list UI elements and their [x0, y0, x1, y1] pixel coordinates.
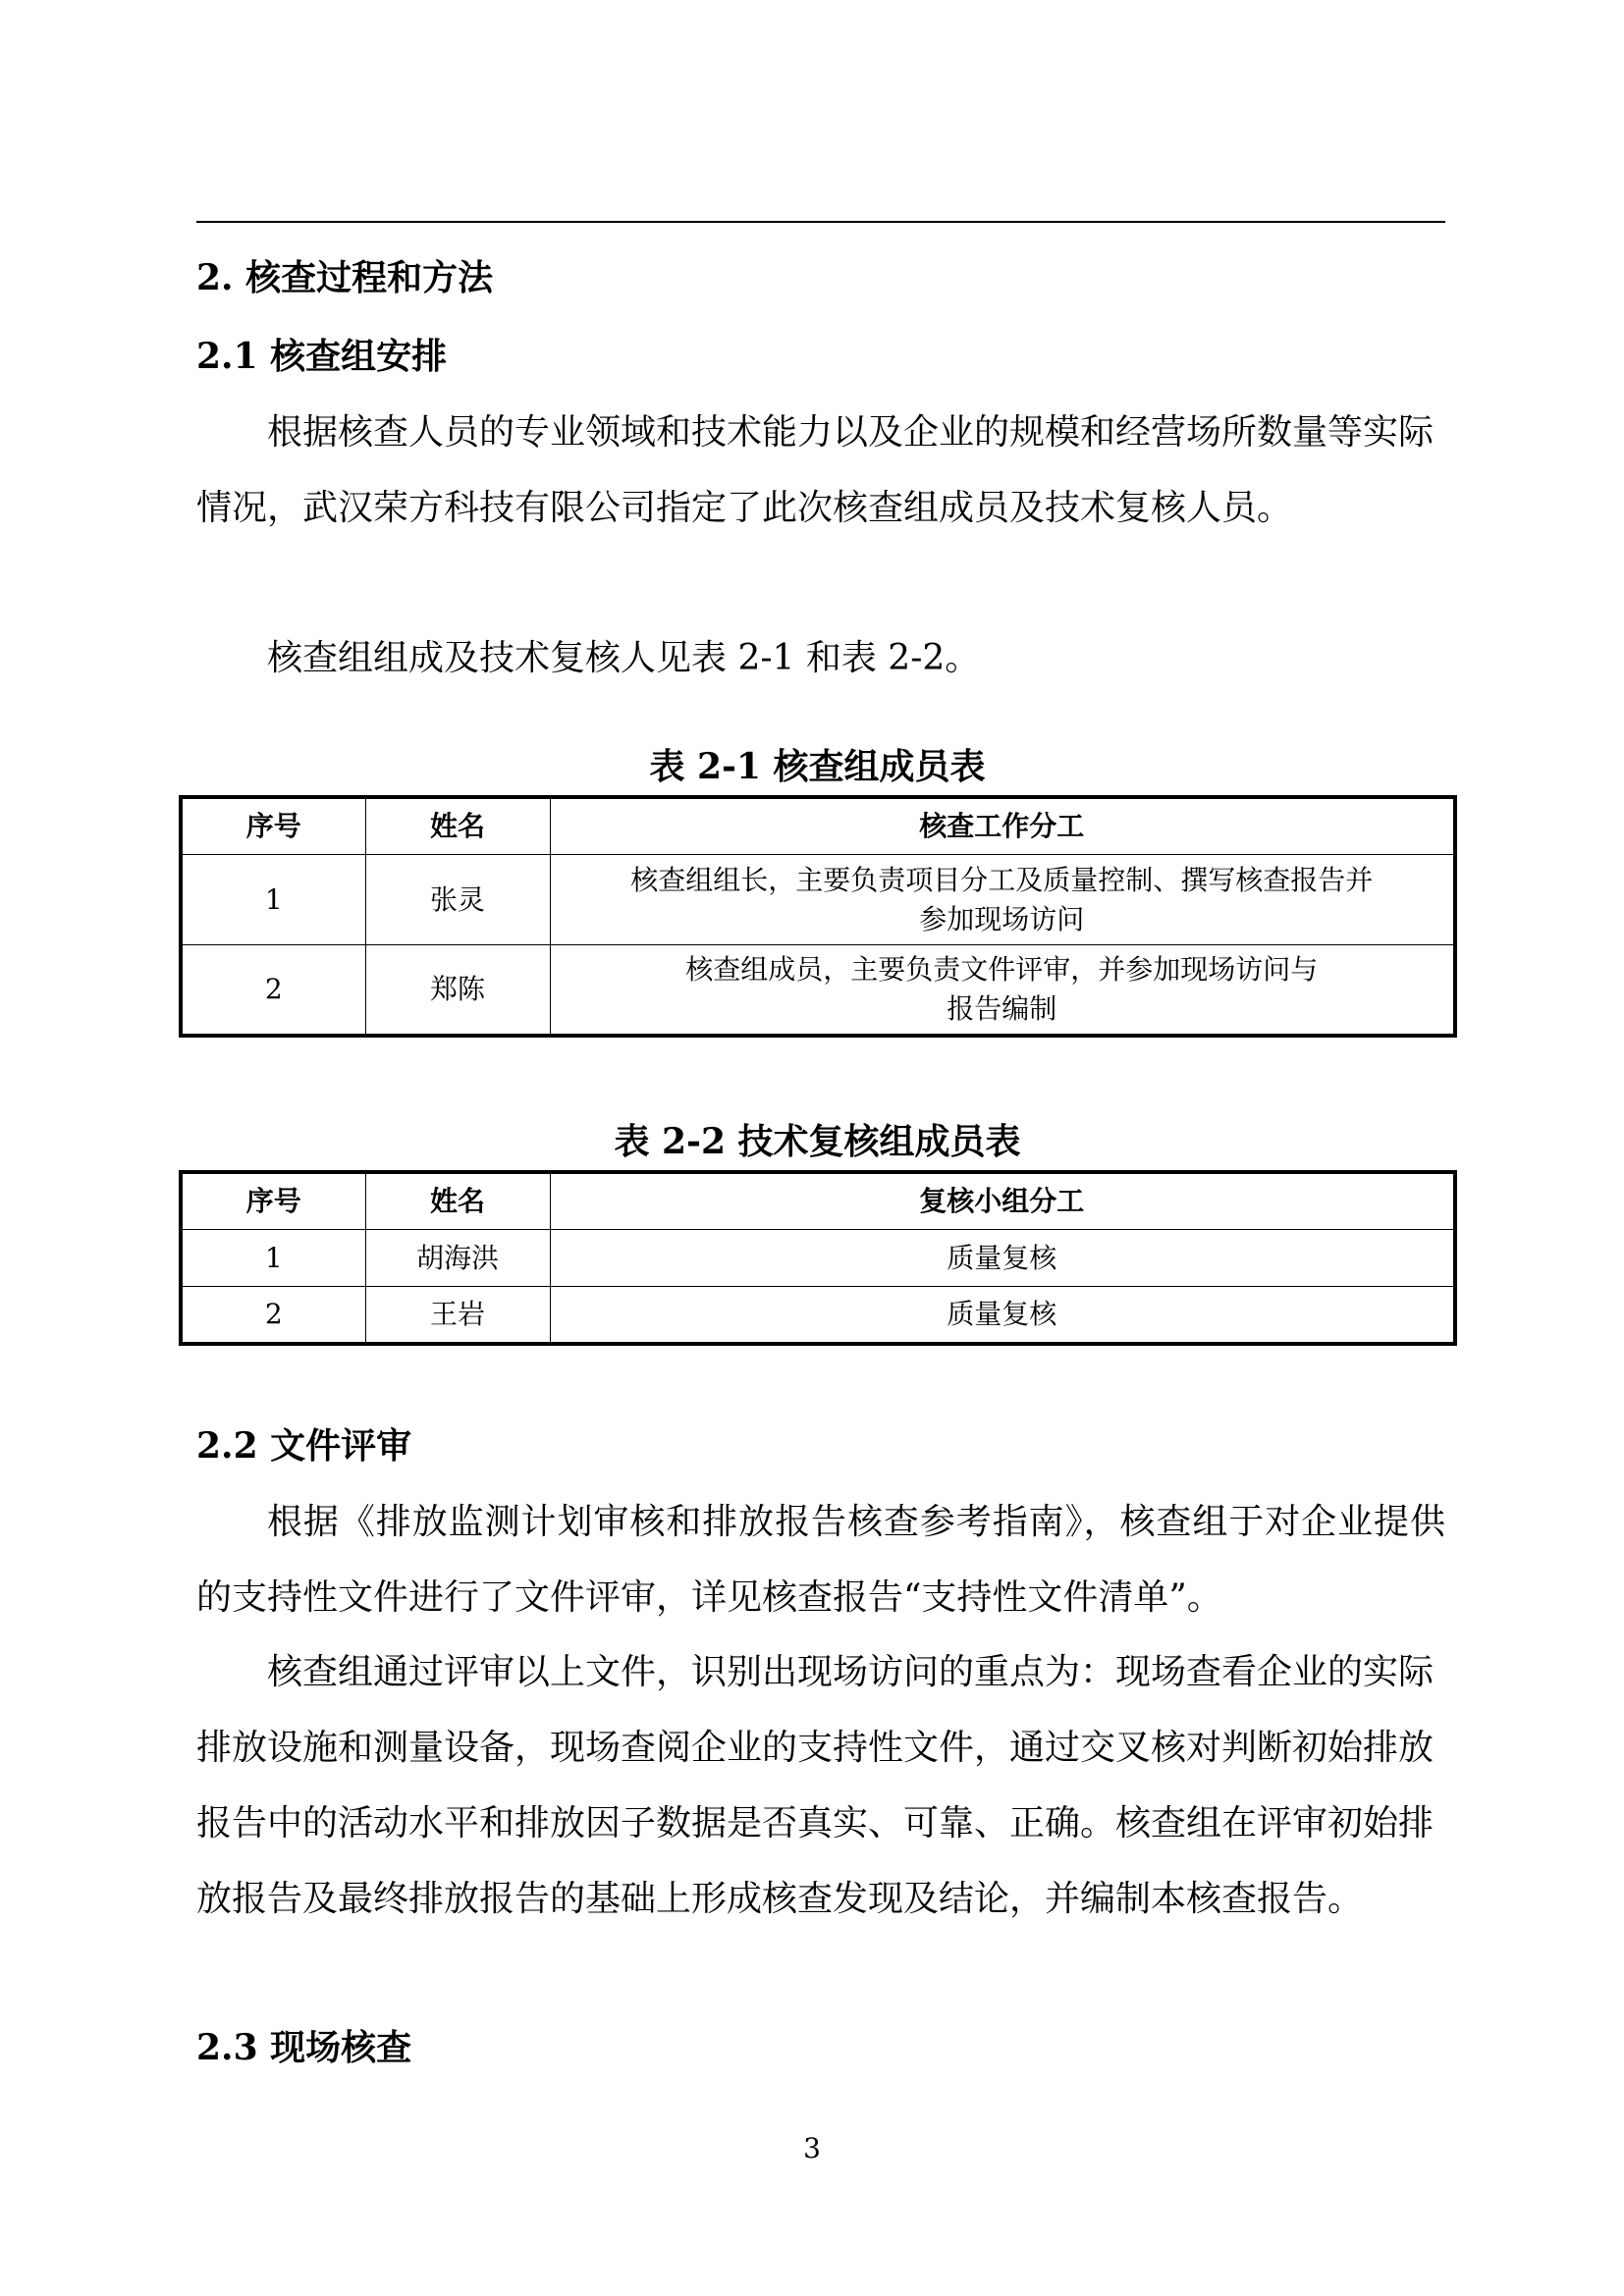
row-duty-line: 核查组组长，主要负责项目分工及质量控制、撰写核查报告并: [630, 863, 1374, 896]
heading-2-3: 2.3 现场核查: [196, 2027, 412, 2068]
row-no: 2: [181, 945, 365, 1036]
table-row: [181, 1287, 1455, 1344]
table-header-row: [181, 797, 1455, 855]
heading-2-2: 2.2 文件评审: [196, 1425, 412, 1467]
table-row: [181, 1230, 1455, 1287]
row-duty: [550, 945, 1455, 1036]
table-header-row: [181, 1172, 1455, 1230]
row-duty: 质量复核: [550, 1230, 1455, 1287]
table-2-2-caption: 表 2-2 技术复核组成员表: [614, 1121, 1021, 1162]
table-2-1-caption: 表 2-1 核查组成员表: [649, 746, 986, 787]
paragraph-2-2-intro: 根据《排放监测计划审核和排放报告核查参考指南》，核查组于对企业提供的支持性文件进行了文件评审，详见核查报告“支持性文件清单”。: [196, 1502, 1445, 1618]
table-2-1: [179, 795, 1457, 1038]
table-2-2: [179, 1170, 1457, 1346]
row-duty-line: 参加现场访问: [919, 902, 1085, 935]
row-duty: 质量复核: [550, 1287, 1455, 1344]
paragraph-2-2-review: 核查组通过评审以上文件，识别出现场访问的重点为：现场查看企业的实际排放设施和测量设备，现场查阅企业的支持性文件，通过交叉核对判断初始排放报告中的活动水平和排放因子数据是否真实、可靠、正确。核查组在评审初始排放报告及最终排放报告的基础上形成核查发现及结论，并编制本核查报告。: [196, 1652, 1435, 1919]
row-duty-line: 核查组成员，主要负责文件评审，并参加现场访问与: [685, 952, 1319, 986]
row-name: 郑陈: [365, 945, 550, 1036]
header-no: 序号: [181, 1172, 365, 1230]
row-name: 胡海洪: [365, 1230, 550, 1287]
heading-2-1: 2.1 核查组安排: [196, 336, 448, 377]
header-name: 姓名: [365, 1172, 550, 1230]
row-no: 1: [181, 1230, 365, 1287]
row-no: 2: [181, 1287, 365, 1344]
table-row: [181, 945, 1455, 1036]
paragraph-2-1-intro: 根据核查人员的专业领域和技术能力以及企业的规模和经营场所数量等实际情况，武汉荣方科技有限公司指定了此次核查组成员及技术复核人员。: [196, 412, 1435, 528]
header-no: 序号: [181, 797, 365, 855]
row-duty-line: 报告编制: [947, 991, 1057, 1025]
row-duty: [550, 855, 1455, 945]
header-duty: 核查工作分工: [550, 797, 1455, 855]
section-title: 2. 核查过程和方法: [196, 257, 494, 298]
header-name: 姓名: [365, 797, 550, 855]
row-name: 王岩: [365, 1287, 550, 1344]
row-name: 张灵: [365, 855, 550, 945]
paragraph-2-1-tables-ref: 核查组组成及技术复核人见表 2-1 和表 2-2。: [267, 638, 981, 678]
row-no: 1: [181, 855, 365, 945]
header-duty: 复核小组分工: [550, 1172, 1455, 1230]
header-rule: [196, 221, 1445, 223]
page-number: 3: [803, 2132, 821, 2164]
table-row: [181, 855, 1455, 945]
